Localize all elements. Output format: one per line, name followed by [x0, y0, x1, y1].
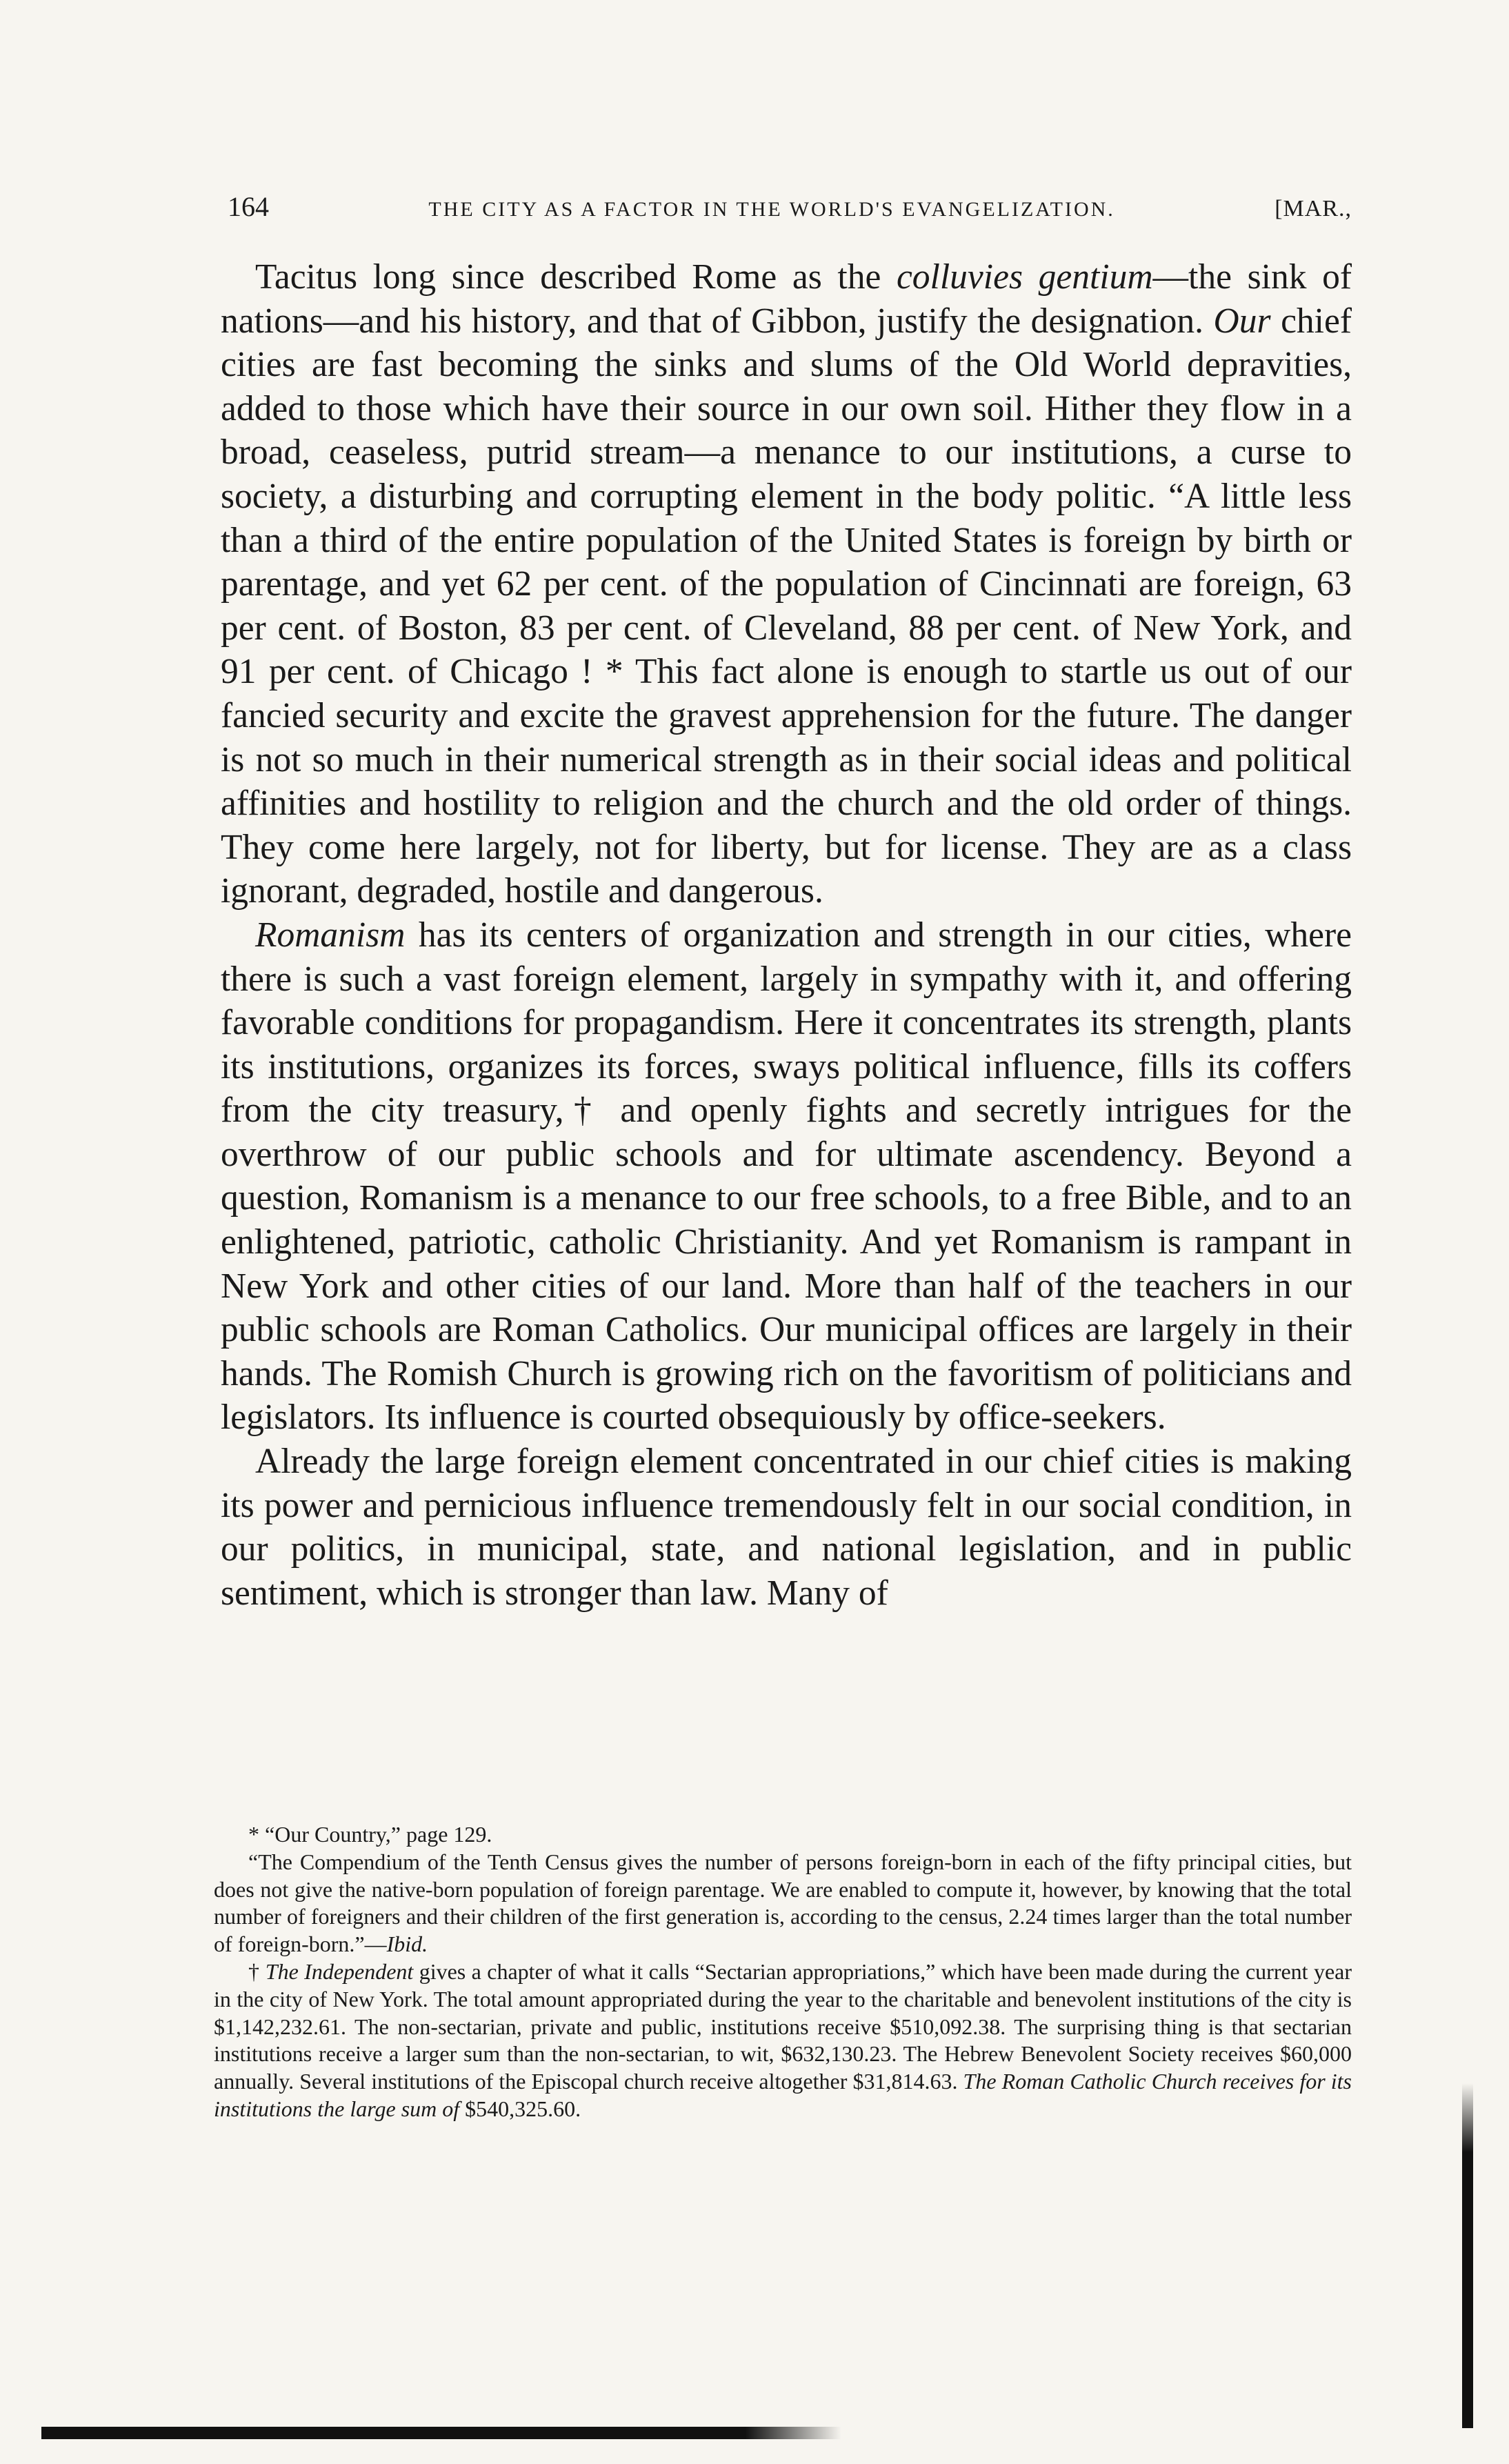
scan-edge-bottom — [41, 2427, 841, 2439]
italic-text: The Independent — [265, 1958, 414, 1984]
italic-text: Romanism — [255, 915, 406, 955]
text-run: —the sink of nations—and his history, and that of Gibbon, justify the designation. — [221, 257, 1352, 341]
scan-edge-right — [1462, 2083, 1473, 2428]
body-paragraph — [221, 1440, 1352, 1615]
footnote — [214, 1849, 1352, 1958]
text-run: “The Compendium of the Tenth Census gives the number of persons foreign-born in each of the fifty principal cities, but does not give the native-born population of foreign parentage. We are enabled to compute it, however, by knowing that the total number of foreigners and their children of the first generation is, according to the census, 2.24 times larger than the total number of foreign-born.”— — [214, 1849, 1352, 1957]
footnote — [214, 1821, 1352, 1849]
italic-text: The Roman Catholic Church receives for its institutions the large sum of — [214, 2069, 1352, 2121]
text-run: Already the large foreign element concentrated in our chief cities is making its power and pernicious influence tremendously felt in our social condition, in our politics, in municipal, state, and national legislation, and in public sentiment, which is stronger than law. Many of — [221, 1442, 1352, 1613]
italic-text: Our — [1213, 301, 1271, 341]
body-text — [221, 255, 1352, 1615]
page-number: 164 — [228, 191, 269, 222]
italic-text: colluvies gentium — [896, 257, 1153, 297]
italic-text: Ibid. — [386, 1931, 428, 1957]
footnotes — [214, 1821, 1352, 2123]
text-run: gives a chapter of what it calls “Sectarian appropriations,” which have been made during the current year in the city of New York. The total amount appropriated during the year to the charitable and benevolent institutions of the city is $1,142,232.61. The non-sectarian, private and public, institutions receive $510,092.38. The surprising thing is that sectarian institutions receive a larger sum than the non-sectarian, to wit, $632,130.23. The Hebrew Benevolent Society receives $60,000 annually. Several institutions of the Episcopal church receive altogether $31,814.63. — [214, 1958, 1352, 2094]
footnote — [214, 1958, 1352, 2123]
body-paragraph — [221, 913, 1352, 1440]
running-title: THE CITY AS A FACTOR IN THE WORLD'S EVANGELIZATION. — [428, 198, 1115, 221]
body-paragraph — [221, 255, 1352, 913]
text-run: * “Our Country,” page 129. — [248, 1822, 492, 1847]
text-run: $540,325.60. — [459, 2096, 581, 2121]
text-run: chief cities are fast becoming the sinks and slums of the Old World depravities, added to those which have their source in our own soil. Hither they flow in a broad, ceaseless, putrid stream—a menance to our institutions, a curse to society, a disturbing and corrupting element in the body politic. “A little less than a third of the entire population of the United States is foreign by birth or parentage, and yet 62 per cent. of the population of Cincinnati are foreign, 63 per cent. of Boston, 83 per cent. of Cleveland, 88 per cent. of New York, and 91 per cent. of Chicago ! * This fact alone is enough to startle us out of our fancied security and excite the gravest apprehension for the future. The danger is not so much in their numerical strength as in their social ideas and political affinities and hostility to religion and the church and the old order of things. They come here largely, not for liberty, but for license. They are as a class ignorant, degraded, hostile and dangerous. — [221, 301, 1352, 911]
text-run: has its centers of organization and strength in our cities, where there is such a vast foreign element, largely in sympathy with it, and offering favorable conditions for propagandism. Here it concentrates its strength, plants its institutions, organizes its forces, sways political influence, fills its coffers from the city treasury,† and openly fights and secretly intrigues for the overthrow of our public schools and for ultimate ascendency. Beyond a question, Romanism is a menance to our free schools, to a free Bible, and to an enlightened, patriotic, catholic Christianity. And yet Romanism is rampant in New York and other cities of our land. More than half of the teachers in our public schools are Roman Catholics. Our municipal offices are largely in their hands. The Romish Church is growing rich on the favoritism of politicians and legislators. Its influence is courted obsequiously by office-seekers. — [221, 915, 1352, 1438]
page-header — [228, 190, 1352, 223]
text-run: Tacitus long since described Rome as the — [255, 257, 897, 297]
text-run: † — [248, 1958, 266, 1984]
section-mark: [MAR., — [1275, 196, 1352, 221]
